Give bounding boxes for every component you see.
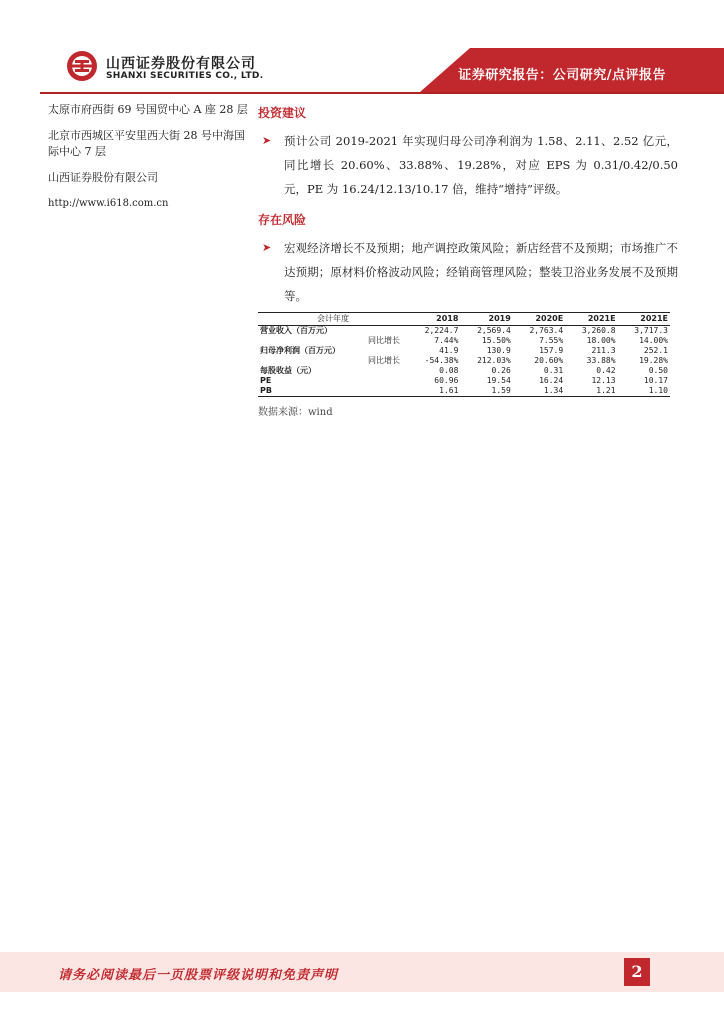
table-cell: 20.60% bbox=[534, 356, 564, 365]
risk-paragraph bbox=[258, 236, 678, 308]
table-row bbox=[258, 326, 670, 337]
table-header-cell: 2021E bbox=[565, 313, 617, 326]
table-row bbox=[258, 376, 670, 386]
table-cell: 60.96 bbox=[434, 376, 459, 385]
table-row bbox=[258, 366, 670, 376]
report-type-title: 证券研究报告：公司研究/点评报告 bbox=[458, 68, 666, 83]
arrow-right-icon: ➤ bbox=[262, 134, 272, 147]
table-cell: 15.50% bbox=[481, 336, 511, 345]
row-sublabel: 同比增长 bbox=[368, 336, 400, 345]
risk-text: 宏观经济增长不及预期；地产调控政策风险；新店经营不及预期；市场推广不达预期；原材料价格波动风险；经销商管理风险；整装卫浴业务发展不及预期等。 bbox=[284, 241, 678, 303]
table-cell: 2,224.7 bbox=[424, 326, 459, 335]
address-taiyuan: 太原市府西街 69 号国贸中心 A 座 28 层 bbox=[48, 103, 248, 116]
table-cell: 41.9 bbox=[439, 346, 459, 355]
table-cell: -54.38% bbox=[424, 356, 459, 365]
page-number: 2 bbox=[624, 958, 650, 986]
table-row bbox=[258, 336, 670, 346]
table-cell: 3,717.3 bbox=[634, 326, 668, 335]
table-cell: 0.50 bbox=[648, 366, 668, 375]
row-label: PE bbox=[260, 376, 272, 385]
table-row bbox=[258, 346, 670, 356]
row-sublabel: 同比增长 bbox=[368, 356, 400, 365]
table-header-cell: 2019 bbox=[460, 313, 512, 326]
table-cell: 1.21 bbox=[565, 386, 617, 397]
table-cell: 1.61 bbox=[408, 386, 460, 397]
company-name-cn: 山西证券股份有限公司 bbox=[106, 56, 256, 72]
table-cell: 0.42 bbox=[596, 366, 616, 375]
table-cell: 211.3 bbox=[591, 346, 616, 355]
table-cell: 252.1 bbox=[643, 346, 668, 355]
contact-sidebar bbox=[48, 102, 248, 212]
arrow-right-icon: ➤ bbox=[262, 241, 272, 254]
row-label: 每股收益（元） bbox=[260, 366, 316, 375]
table-cell: 1.10 bbox=[618, 386, 670, 397]
row-label: 营业收入（百万元） bbox=[260, 326, 332, 335]
table-cell: 33.88% bbox=[586, 356, 616, 365]
table-cell: 157.9 bbox=[539, 346, 564, 355]
company-name-en: SHANXI SECURITIES CO., LTD. bbox=[106, 71, 264, 81]
table-cell: 1.59 bbox=[460, 386, 512, 397]
table-cell: 10.17 bbox=[643, 376, 668, 385]
data-source-note: 数据来源：wind bbox=[258, 407, 333, 418]
row-label: PB bbox=[258, 386, 408, 397]
table-cell: 0.08 bbox=[439, 366, 459, 375]
table-row bbox=[258, 386, 670, 397]
header-divider bbox=[40, 92, 724, 94]
table-cell: 2,569.4 bbox=[477, 326, 511, 335]
table-cell: 14.00% bbox=[639, 336, 668, 345]
table-header-cell: 2021E bbox=[618, 313, 670, 326]
table-cell: 2,763.4 bbox=[529, 326, 564, 335]
website-link[interactable]: http://www.i618.com.cn bbox=[48, 198, 169, 209]
table-cell: 16.24 bbox=[539, 376, 564, 385]
table-cell: 0.26 bbox=[491, 366, 511, 375]
table-cell: 12.13 bbox=[591, 376, 616, 385]
table-header-cell: 会计年度 bbox=[258, 313, 408, 326]
disclaimer-notice[interactable]: 请务必阅读最后一页股票评级说明和免责声明 bbox=[58, 968, 339, 983]
table-header-row bbox=[258, 313, 670, 326]
table-cell: 1.34 bbox=[513, 386, 565, 397]
table-cell: 0.31 bbox=[543, 366, 564, 375]
table-cell: 7.55% bbox=[539, 336, 564, 345]
page-footer bbox=[0, 952, 724, 992]
page-header bbox=[0, 0, 724, 92]
table-header-cell: 2018 bbox=[408, 313, 460, 326]
table-row bbox=[258, 356, 670, 366]
company-logo-icon bbox=[66, 50, 98, 82]
investment-section-title: 投资建议 bbox=[258, 106, 307, 120]
row-label: 归母净利润（百万元） bbox=[260, 346, 340, 355]
company-name: 山西证券股份有限公司 bbox=[48, 171, 158, 184]
table-cell: 3,260.8 bbox=[581, 326, 616, 335]
table-cell: 19.54 bbox=[486, 376, 511, 385]
main-content bbox=[258, 104, 678, 418]
table-cell: 19.28% bbox=[639, 356, 668, 365]
table-cell: 7.44% bbox=[434, 336, 459, 345]
investment-text: 预计公司 2019-2021 年实现归母公司净利润为 1.58、2.11、2.52 亿元，同比增长 20.60%、33.88%、19.28%，对应 EPS 为 0.31/0.42/0.50 元，PE 为 16.24/12.13/10.17 倍，维持“增持”评级。 bbox=[284, 134, 678, 196]
investment-paragraph bbox=[258, 129, 678, 201]
table-header-cell: 2020E bbox=[513, 313, 565, 326]
table-cell: 18.00% bbox=[586, 336, 616, 345]
address-beijing: 北京市西城区平安里西大街 28 号中海国际中心 7 层 bbox=[48, 129, 245, 158]
risk-section-title: 存在风险 bbox=[258, 213, 307, 227]
table-cell: 130.9 bbox=[486, 346, 511, 355]
table-cell: 212.03% bbox=[477, 356, 511, 365]
financial-forecast-table bbox=[258, 312, 670, 397]
